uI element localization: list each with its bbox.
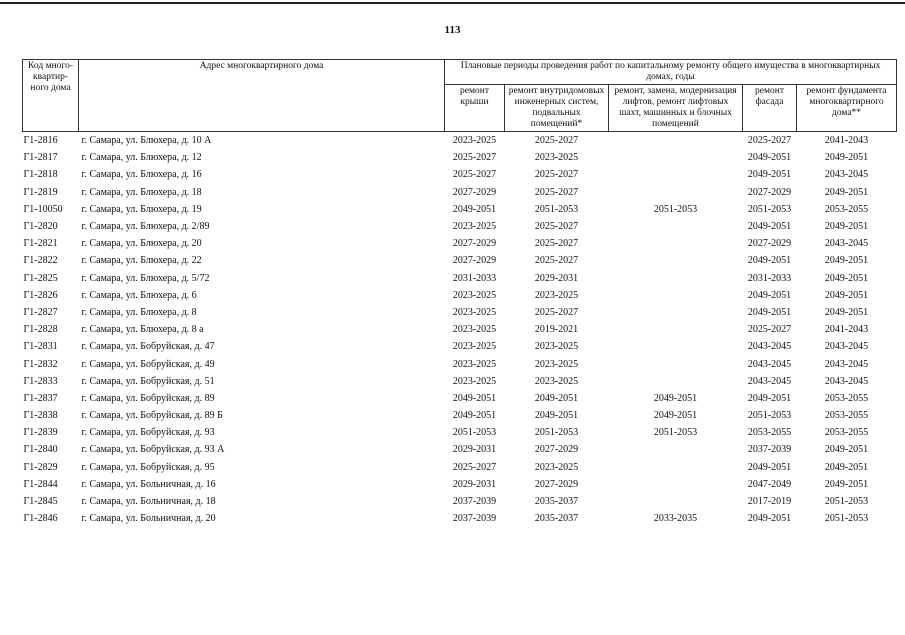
- cell-code: Г1-2826: [23, 289, 58, 301]
- header-foundation: ремонт фундамента многоквартирного дома**: [797, 85, 897, 132]
- cell-address: г. Самара, ул. Бобруйская, д. 93 А: [81, 444, 225, 456]
- cell-lifts: 2051-2053: [653, 427, 698, 439]
- cell-foundation: 2041-2043: [824, 324, 869, 336]
- cell-facade: 2049-2051: [747, 221, 792, 233]
- cell-facade: 2037-2039: [747, 444, 792, 456]
- cell-facade: 2049-2051: [747, 255, 792, 267]
- table-row: [23, 235, 897, 252]
- cell-foundation: 2049-2051: [824, 461, 869, 473]
- table-row: [23, 441, 897, 458]
- header-roof: ремонт крыши: [445, 85, 505, 132]
- cell-facade: 2049-2051: [747, 513, 792, 525]
- page-number: 113: [444, 24, 461, 36]
- table-row: [23, 218, 897, 235]
- top-border-line: [0, 2, 905, 4]
- table-row: [23, 287, 897, 304]
- cell-address: г. Самара, ул. Блюхера, д. 18: [81, 186, 202, 198]
- header-periods: Плановые периоды проведения работ по капитальному ремонту общего имущества в многоквартирных домах, годы: [445, 60, 897, 85]
- cell-code: Г1-2831: [23, 341, 58, 353]
- table-header: [23, 60, 897, 132]
- table-row: [23, 424, 897, 441]
- table-row: [23, 338, 897, 355]
- cell-code: Г1-2825: [23, 272, 58, 284]
- cell-address: г. Самара, ул. Бобруйская, д. 89 Б: [81, 410, 223, 422]
- table-row: [23, 459, 897, 476]
- table-row: [23, 493, 897, 510]
- cell-foundation: 2041-2043: [824, 135, 869, 147]
- cell-address: г. Самара, ул. Блюхера, д. 8: [81, 306, 197, 318]
- cell-facade: 2043-2045: [747, 358, 792, 370]
- cell-facade: 2049-2051: [747, 461, 792, 473]
- table-body: [23, 132, 897, 528]
- cell-code: Г1-2839: [23, 427, 58, 439]
- cell-lifts: [609, 166, 743, 183]
- cell-facade: 2051-2053: [747, 410, 792, 422]
- cell-lifts: [609, 149, 743, 166]
- cell-foundation: 2053-2055: [824, 427, 869, 439]
- cell-roof: 2027-2029: [452, 238, 497, 250]
- cell-foundation: 2043-2045: [824, 238, 869, 250]
- cell-address: г. Самара, ул. Бобруйская, д. 47: [81, 341, 215, 353]
- cell-address: г. Самара, ул. Блюхера, д. 12: [81, 152, 202, 164]
- cell-roof: 2029-2031: [452, 444, 497, 456]
- cell-roof: 2025-2027: [452, 169, 497, 181]
- cell-systems: 2049-2051: [534, 410, 579, 422]
- cell-facade: 2025-2027: [747, 324, 792, 336]
- cell-systems: 2025-2027: [534, 255, 579, 267]
- cell-systems: 2023-2025: [534, 152, 579, 164]
- cell-roof: 2049-2051: [452, 203, 497, 215]
- cell-systems: 2025-2027: [534, 221, 579, 233]
- header-address: Адрес многоквартирного дома: [79, 60, 445, 132]
- cell-foundation: 2053-2055: [824, 392, 869, 404]
- cell-roof: 2027-2029: [452, 186, 497, 198]
- cell-roof: 2051-2053: [452, 427, 497, 439]
- table-row: [23, 321, 897, 338]
- cell-foundation: 2049-2051: [824, 478, 869, 490]
- cell-roof: 2023-2025: [452, 341, 497, 353]
- table-row: [23, 149, 897, 166]
- header-code: Код много-квартир-ного дома: [23, 60, 79, 132]
- cell-roof: 2031-2033: [452, 272, 497, 284]
- cell-foundation: 2049-2051: [824, 272, 869, 284]
- cell-foundation: 2043-2045: [824, 375, 869, 387]
- cell-facade: 2043-2045: [747, 341, 792, 353]
- cell-facade: 2043-2045: [747, 375, 792, 387]
- cell-facade: 2049-2051: [747, 169, 792, 181]
- cell-foundation: 2049-2051: [824, 306, 869, 318]
- cell-lifts: [609, 321, 743, 338]
- table-row: [23, 476, 897, 493]
- cell-lifts: 2033-2035: [653, 513, 698, 525]
- cell-code: Г1-2829: [23, 461, 58, 473]
- cell-roof: 2027-2029: [452, 255, 497, 267]
- header-facade: ремонт фасада: [743, 85, 797, 132]
- cell-foundation: 2053-2055: [824, 203, 869, 215]
- cell-foundation: 2043-2045: [824, 358, 869, 370]
- cell-lifts: [609, 184, 743, 201]
- cell-systems: 2025-2027: [534, 186, 579, 198]
- cell-foundation: 2049-2051: [824, 289, 869, 301]
- cell-systems: 2029-2031: [534, 272, 579, 284]
- cell-roof: 2023-2025: [452, 375, 497, 387]
- cell-address: г. Самара, ул. Бобруйская, д. 95: [81, 461, 215, 473]
- cell-systems: 2023-2025: [534, 375, 579, 387]
- cell-facade: 2049-2051: [747, 306, 792, 318]
- cell-lifts: [609, 338, 743, 355]
- cell-roof: 2025-2027: [452, 152, 497, 164]
- cell-roof: 2025-2027: [452, 461, 497, 473]
- cell-code: Г1-2827: [23, 306, 58, 318]
- cell-foundation: 2053-2055: [824, 410, 869, 422]
- cell-code: Г1-2828: [23, 324, 58, 336]
- cell-lifts: 2049-2051: [653, 410, 698, 422]
- cell-systems: 2027-2029: [534, 444, 579, 456]
- cell-foundation: 2049-2051: [824, 221, 869, 233]
- cell-systems: 2025-2027: [534, 238, 579, 250]
- cell-systems: 2049-2051: [534, 392, 579, 404]
- cell-foundation: 2043-2045: [824, 341, 869, 353]
- cell-roof: 2023-2025: [452, 306, 497, 318]
- cell-code: Г1-2819: [23, 186, 58, 198]
- cell-foundation: 2043-2045: [824, 169, 869, 181]
- cell-systems: 2035-2037: [534, 513, 579, 525]
- cell-lifts: 2051-2053: [653, 203, 698, 215]
- cell-code: Г1-2818: [23, 169, 58, 181]
- cell-facade: 2051-2053: [747, 203, 792, 215]
- cell-facade: 2031-2033: [747, 272, 792, 284]
- cell-systems: 2051-2053: [534, 427, 579, 439]
- cell-address: г. Самара, ул. Бобруйская, д. 93: [81, 427, 215, 439]
- cell-foundation: 2051-2053: [824, 496, 869, 508]
- cell-address: г. Самара, ул. Блюхера, д. 19: [81, 203, 202, 215]
- cell-roof: 2049-2051: [452, 410, 497, 422]
- cell-systems: 2051-2053: [534, 203, 579, 215]
- cell-foundation: 2049-2051: [824, 255, 869, 267]
- cell-systems: 2025-2027: [534, 169, 579, 181]
- table-row: [23, 304, 897, 321]
- cell-roof: 2023-2025: [452, 358, 497, 370]
- cell-systems: 2025-2027: [534, 135, 579, 147]
- cell-address: г. Самара, ул. Блюхера, д. 8 а: [81, 324, 204, 336]
- cell-lifts: [609, 132, 743, 150]
- cell-foundation: 2051-2053: [824, 513, 869, 525]
- cell-facade: 2025-2027: [747, 135, 792, 147]
- cell-code: Г1-2840: [23, 444, 58, 456]
- cell-roof: 2023-2025: [452, 221, 497, 233]
- cell-code: Г1-2817: [23, 152, 58, 164]
- header-systems: ремонт внутридомовых инженерных систем, подвальных помещений*: [505, 85, 609, 132]
- cell-address: г. Самара, ул. Блюхера, д. 16: [81, 169, 202, 181]
- cell-lifts: [609, 270, 743, 287]
- table-row: [23, 166, 897, 183]
- cell-systems: 2025-2027: [534, 306, 579, 318]
- cell-address: г. Самара, ул. Блюхера, д. 5/72: [81, 272, 210, 284]
- table-row: [23, 390, 897, 407]
- cell-code: Г1-2837: [23, 392, 58, 404]
- cell-roof: 2029-2031: [452, 478, 497, 490]
- cell-code: Г1-2833: [23, 375, 58, 387]
- cell-address: г. Самара, ул. Блюхера, д. 20: [81, 238, 202, 250]
- table-row: [23, 201, 897, 218]
- cell-facade: 2053-2055: [747, 427, 792, 439]
- cell-roof: 2037-2039: [452, 496, 497, 508]
- cell-address: г. Самара, ул. Больничная, д. 18: [81, 496, 216, 508]
- cell-lifts: [609, 304, 743, 321]
- cell-systems: 2023-2025: [534, 358, 579, 370]
- cell-lifts: [609, 287, 743, 304]
- cell-code: Г1-2846: [23, 513, 58, 525]
- cell-lifts: [609, 252, 743, 269]
- cell-address: г. Самара, ул. Больничная, д. 20: [81, 513, 216, 525]
- cell-facade: 2027-2029: [747, 186, 792, 198]
- cell-foundation: 2049-2051: [824, 444, 869, 456]
- table-row: [23, 252, 897, 269]
- cell-lifts: [609, 493, 743, 510]
- cell-systems: 2019-2021: [534, 324, 579, 336]
- cell-lifts: [609, 373, 743, 390]
- table-row: [23, 355, 897, 372]
- cell-code: Г1-2838: [23, 410, 58, 422]
- cell-facade: 2017-2019: [747, 496, 792, 508]
- cell-address: г. Самара, ул. Бобруйская, д. 49: [81, 358, 215, 370]
- table-row: [23, 270, 897, 287]
- cell-code: Г1-2816: [23, 135, 58, 147]
- table-row: [23, 132, 897, 150]
- cell-code: Г1-10050: [23, 203, 63, 215]
- cell-lifts: [609, 355, 743, 372]
- cell-lifts: [609, 459, 743, 476]
- table-row: [23, 184, 897, 201]
- cell-roof: 2049-2051: [452, 392, 497, 404]
- cell-foundation: 2049-2051: [824, 186, 869, 198]
- cell-facade: 2049-2051: [747, 289, 792, 301]
- cell-lifts: [609, 441, 743, 458]
- cell-facade: 2049-2051: [747, 152, 792, 164]
- cell-facade: 2049-2051: [747, 392, 792, 404]
- cell-lifts: [609, 476, 743, 493]
- cell-lifts: 2049-2051: [653, 392, 698, 404]
- cell-lifts: [609, 218, 743, 235]
- cell-lifts: [609, 235, 743, 252]
- table-row: [23, 510, 897, 527]
- cell-code: Г1-2821: [23, 238, 58, 250]
- header-lifts: ремонт, замена, модернизация лифтов, ремонт лифтовых шахт, машинных и блочных помещений: [609, 85, 743, 132]
- cell-systems: 2035-2037: [534, 496, 579, 508]
- works-table-container: [22, 59, 896, 527]
- table-row: [23, 407, 897, 424]
- cell-roof: 2023-2025: [452, 324, 497, 336]
- cell-address: г. Самара, ул. Блюхера, д. 6: [81, 289, 197, 301]
- cell-code: Г1-2845: [23, 496, 58, 508]
- cell-roof: 2023-2025: [452, 289, 497, 301]
- works-table: [22, 59, 897, 527]
- cell-address: г. Самара, ул. Бобруйская, д. 89: [81, 392, 215, 404]
- cell-foundation: 2049-2051: [824, 152, 869, 164]
- cell-address: г. Самара, ул. Бобруйская, д. 51: [81, 375, 215, 387]
- table-row: [23, 373, 897, 390]
- cell-roof: 2023-2025: [452, 135, 497, 147]
- cell-systems: 2023-2025: [534, 289, 579, 301]
- cell-systems: 2023-2025: [534, 341, 579, 353]
- cell-address: г. Самара, ул. Больничная, д. 16: [81, 478, 216, 490]
- cell-code: Г1-2832: [23, 358, 58, 370]
- cell-code: Г1-2820: [23, 221, 58, 233]
- cell-facade: 2047-2049: [747, 478, 792, 490]
- cell-address: г. Самара, ул. Блюхера, д. 2/89: [81, 221, 210, 233]
- cell-roof: 2037-2039: [452, 513, 497, 525]
- cell-address: г. Самара, ул. Блюхера, д. 10 А: [81, 135, 212, 147]
- cell-address: г. Самара, ул. Блюхера, д. 22: [81, 255, 202, 267]
- cell-systems: 2027-2029: [534, 478, 579, 490]
- cell-systems: 2023-2025: [534, 461, 579, 473]
- cell-facade: 2027-2029: [747, 238, 792, 250]
- cell-code: Г1-2844: [23, 478, 58, 490]
- cell-code: Г1-2822: [23, 255, 58, 267]
